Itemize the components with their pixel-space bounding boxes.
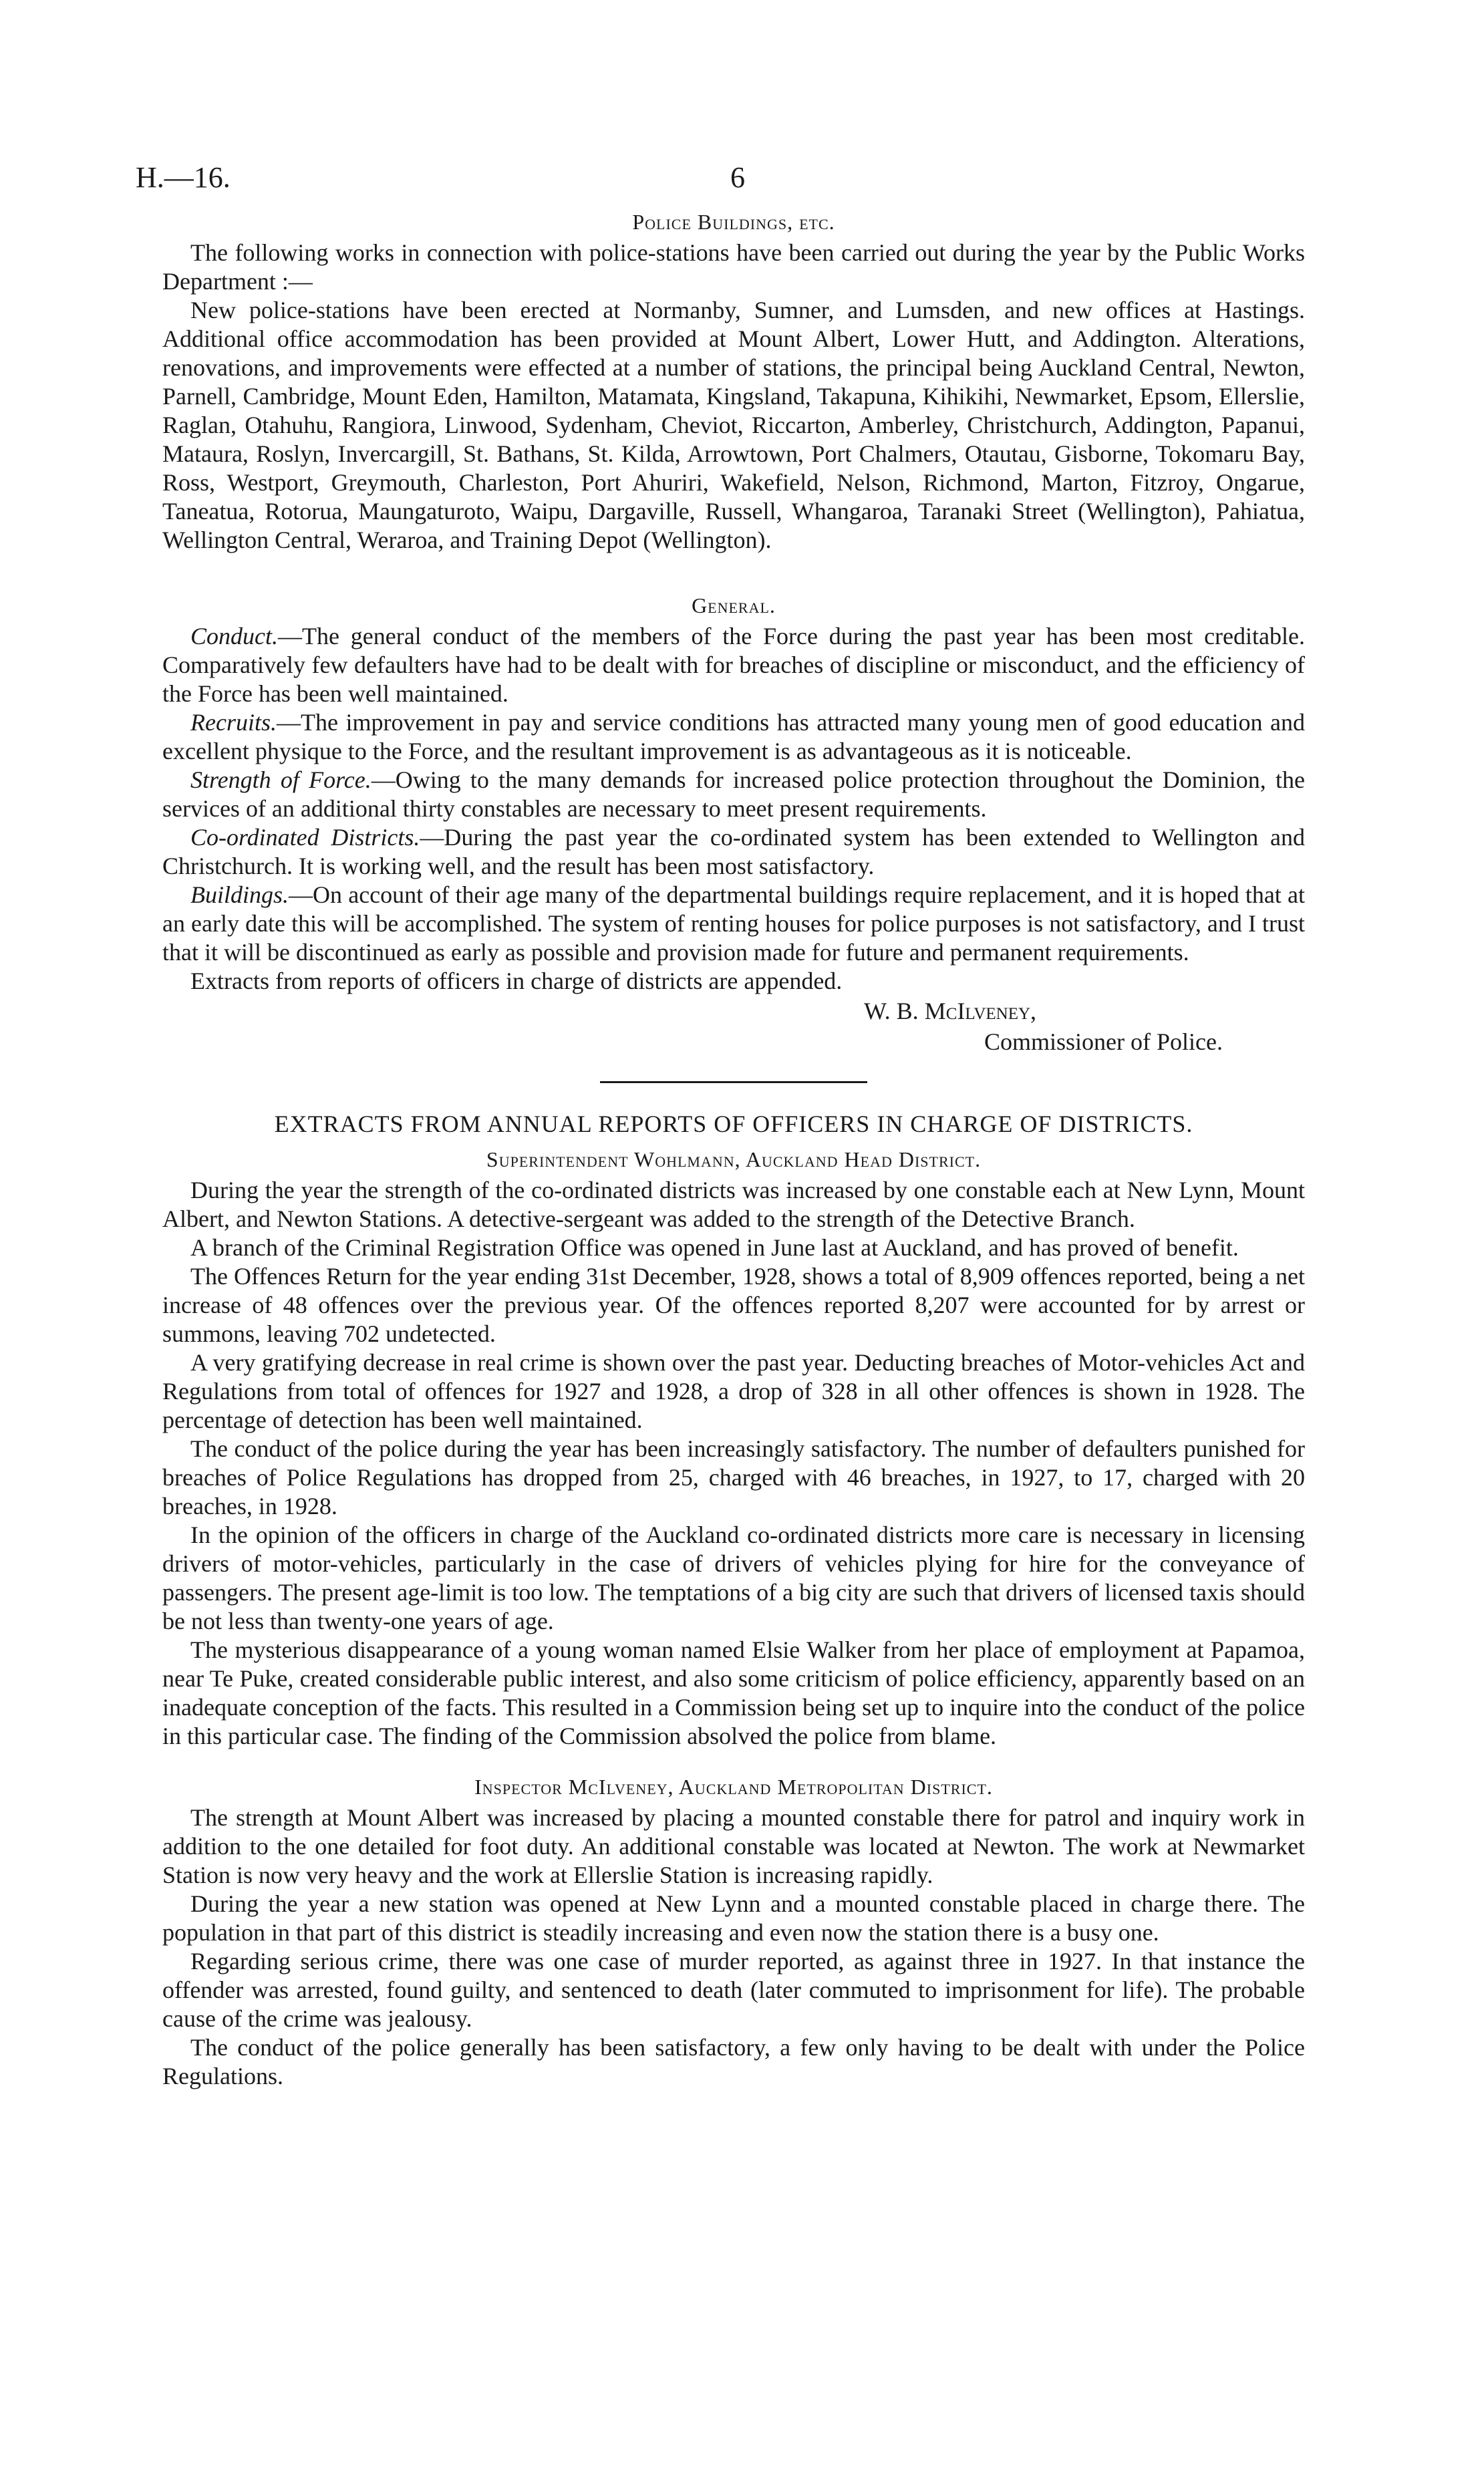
paragraph: The mysterious disappearance of a young woman named Elsie Walker from her place of employment at Papamoa, near Te Puke, created considerable public interest, and also some criticism of police efficiency, apparently based on an inadequate conception of the facts. This resulted in a Commission being set up to inquire into the conduct of the police in this particular case. The finding of the Commission absolved the police from blame. <box>162 1636 1305 1749</box>
paragraph: A branch of the Criminal Registration Office was opened in June last at Auckland, and has proved of benefit. <box>190 1234 1239 1261</box>
subheading-mcilveney: Inspector McIlveney, Auckland Metropolitan District. <box>474 1775 993 1799</box>
document-code: H.—16. <box>136 161 231 194</box>
paragraph-strength: Strength of Force.—Owing to the many demands for increased police protection throughout the Dominion, the services of an additional thirty constables are necessary to meet present requirements. <box>162 766 1305 822</box>
extracts-heading: EXTRACTS FROM ANNUAL REPORTS OF OFFICERS IN CHARGE OF DISTRICTS. <box>274 1111 1193 1137</box>
paragraph: The conduct of the police during the year has been increasingly satisfactory. The number of defaulters punished for breaches of Police Regulations has dropped from 25, charged with 46 breaches, in 1927, to 17, charged with 20 breaches, in 1928. <box>162 1435 1305 1519</box>
signature-title: Commissioner of Police. <box>984 1028 1223 1055</box>
paragraph: Regarding serious crime, there was one case of murder reported, as against three in 1927. In that instance the offender was arrested, found guilty, and sentenced to death (later commuted to imprisonment for life). The probable cause of the crime was jealousy. <box>162 1948 1305 2032</box>
section-title-police-buildings: Police Buildings, etc. <box>632 210 835 234</box>
paragraph-buildings: Buildings.—On account of their age many of the departmental buildings require replacement, and it is hoped that at an early date this will be accomplished. The system of renting houses for police purposes is not satisfactory, and I trust that it will be discontinued as early as possible and provision made for future and permanent requirements. <box>162 881 1305 966</box>
signature-name: W. B. McIlveney, <box>864 998 1037 1024</box>
paragraph: During the year a new station was opened at New Lynn and a mounted constable placed in charge there. The population in that part of this district is steadily increasing and even now the station there is a busy one. <box>162 1890 1305 1946</box>
page-number: 6 <box>730 161 745 194</box>
subheading-wohlmann: Superintendent Wohlmann, Auckland Head District. <box>486 1147 982 1171</box>
section-title-general: General. <box>692 593 776 617</box>
paragraph: The Offences Return for the year ending 31st December, 1928, shows a total of 8,909 offences reported, being a net increase of 48 offences over the previous year. Of the offences reported 8,207 were accounted for by arrest or summons, leaving 702 undetected. <box>162 1263 1305 1347</box>
paragraph: A very gratifying decrease in real crime is shown over the past year. Deducting breaches of Motor-vehicles Act and Regulations from total of offences for 1927 and 1928, a drop of 328 in all other offences is shown in 1928. The percentage of detection has been well maintained. <box>162 1349 1305 1433</box>
paragraph: New police-stations have been erected at Normanby, Sumner, and Lumsden, and new offices at Hastings. Additional office accommodation has been provided at Mount Albert, Lower Hutt, and Addington. Alterations, renovations, and improvements were effected at a number of stations, the principal being Auckland Central, Newton, Parnell, Cambridge, Mount Eden, Hamilton, Matamata, Kingsland, Takapuna, Kihikihi, Newmarket, Epsom, Ellerslie, Raglan, Otahuhu, Rangiora, Linwood, Sydenham, Cheviot, Riccarton, Amberley, Christchurch, Addington, Papanui, Mataura, Roslyn, Invercargill, St. Bathans, St. Kilda, Arrowtown, Port Chalmers, Otautau, Gisborne, Tokomaru Bay, Ross, Westport, Greymouth, Charleston, Port Ahuriri, Wakefield, Nelson, Richmond, Marton, Fitzroy, Ongarue, Taneatua, Rotorua, Maungaturoto, Waipu, Dargaville, Russell, Whangaroa, Taranaki Street (Wellington), Pahiatua, Wellington Central, Weraroa, and Training Depot (Wellington). <box>162 297 1305 553</box>
paragraph: The conduct of the police generally has been satisfactory, a few only having to be dealt with under the Police Regulations. <box>162 2034 1305 2089</box>
paragraph: The strength at Mount Albert was increased by placing a mounted constable there for patrol and inquiry work in addition to the one detailed for foot duty. An additional constable was located at Newton. The work at Newmarket Station is now very heavy and the work at Ellerslie Station is increasing rapidly. <box>162 1804 1305 1888</box>
paragraph-recruits: Recruits.—The improvement in pay and service conditions has attracted many young men of good education and excellent physique to the Force, and the resultant improvement is as advantageous as it is noticeable. <box>162 709 1305 764</box>
paragraph-closing: Extracts from reports of officers in charge of districts are appended. <box>190 968 843 994</box>
paragraph: In the opinion of the officers in charge of the Auckland co-ordinated districts more care is necessary in licensing drivers of motor-vehicles, particularly in the case of drivers of vehicles plying for hire for the conveyance of passengers. The present age-limit is too low. The temptations of a big city are such that drivers of licensed taxis should be not less than twenty-one years of age. <box>162 1521 1305 1634</box>
document-page <box>136 160 1305 2091</box>
horizontal-rule <box>600 1081 867 1083</box>
page-header <box>136 160 1305 200</box>
paragraph-conduct: Conduct.—The general conduct of the members of the Force during the past year has been most creditable. Comparatively few defaulters have had to be dealt with for breaches of discipline or misconduct, and the efficiency of the Force has been well maintained. <box>162 623 1305 707</box>
paragraph: The following works in connection with police-stations have been carried out during the year by the Public Works Department :— <box>162 239 1305 295</box>
paragraph-coordinated: Co-ordinated Districts.—During the past year the co-ordinated system has been extended to Wellington and Christchurch. It is working well, and the result has been most satisfactory. <box>162 824 1305 879</box>
paragraph: During the year the strength of the co-ordinated districts was increased by one constable each at New Lynn, Mount Albert, and Newton Stations. A detective-sergeant was added to the strength of the Detective Branch. <box>162 1177 1305 1232</box>
